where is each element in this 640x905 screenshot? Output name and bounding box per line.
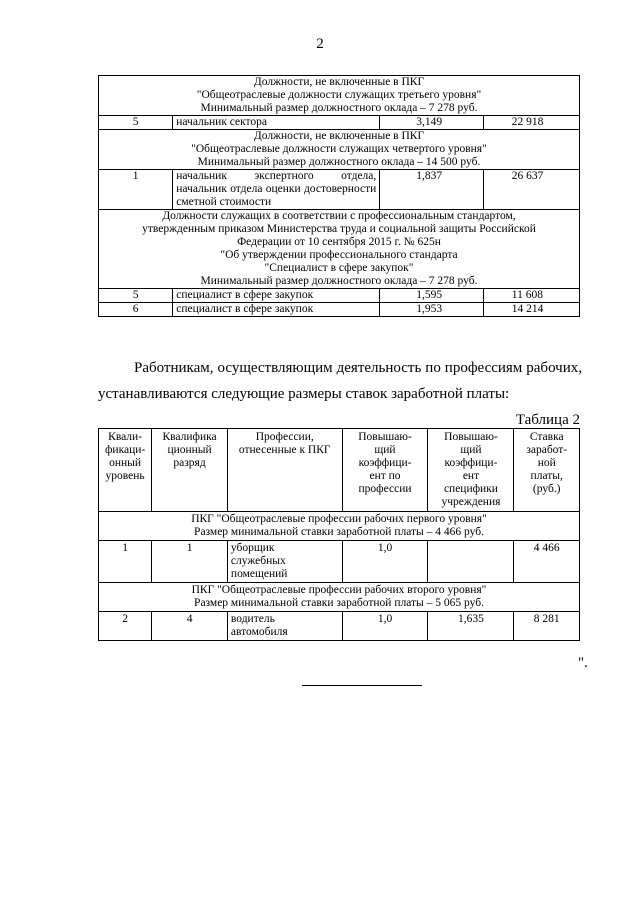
table-row — [99, 289, 580, 303]
table-row — [99, 116, 580, 130]
column-header: Повышаю- щий коэффици- ент специфики учреждения — [428, 429, 514, 512]
position-cell: специалист в сфере закупок — [173, 289, 380, 303]
workers-table-body — [99, 512, 580, 641]
profession-cell: водитель автомобиля — [227, 612, 342, 641]
profession-cell: уборщик служебных помещений — [227, 541, 342, 583]
salary-cell: 14 214 — [483, 303, 579, 317]
group-header-line: Должности, не включенные в ПКГ — [253, 76, 425, 88]
level-cell: 1 — [99, 170, 173, 210]
table-row — [99, 541, 580, 583]
group-header-line: Размер минимальной ставки заработной платы – 4 466 руб. — [194, 526, 484, 538]
group-header-cell — [99, 76, 580, 116]
coefficient-cell: 1,953 — [380, 303, 484, 317]
closing-quote: ". — [578, 655, 588, 671]
table-row — [99, 170, 580, 210]
paragraph-line-1: Работникам, осуществляющим деятельность по профессиям рабочих, — [134, 360, 582, 376]
column-header: Повышаю- щий коэффици- ент по профессии — [342, 429, 428, 512]
group-header-line: Минимальный размер должностного оклада – 7 278 руб. — [200, 102, 478, 114]
group-header-line: Минимальный размер должностного оклада – 14 500 руб. — [197, 156, 481, 168]
group-header-line: ПКГ "Общеотраслевые профессии рабочих второго уровня" — [191, 584, 487, 596]
group-header-line: Минимальный размер должностного оклада – 7 278 руб. — [200, 275, 478, 287]
level-cell: 1 — [99, 541, 152, 583]
grade-cell: 1 — [152, 541, 228, 583]
position-cell: начальник экспертного отдела, начальник отдела оценки достоверности сметной стоимости — [173, 170, 380, 210]
group-header-row — [99, 76, 580, 116]
position-cell: специалист в сфере закупок — [173, 303, 380, 317]
group-header-line: Размер минимальной ставки заработной платы – 5 065 руб. — [194, 597, 484, 609]
group-header-line: Должности служащих в соответствии с профессиональным стандартом, — [162, 210, 516, 222]
coefficient-cell: 3,149 — [380, 116, 484, 130]
coef-institution-cell — [428, 541, 514, 583]
coef-institution-cell: 1,635 — [428, 612, 514, 641]
group-header-line: Федерации от 10 сентября 2015 г. № 625н — [237, 236, 441, 248]
group-header-line: Должности, не включенные в ПКГ — [253, 130, 425, 142]
group-header-line: утвержденным приказом Министерства труда и социальной защиты Российской — [142, 223, 536, 235]
rate-cell: 8 281 — [514, 612, 580, 641]
column-header: Профессии, отнесенные к ПКГ — [227, 429, 342, 512]
group-header-cell — [99, 512, 580, 541]
coefficient-cell: 1,837 — [380, 170, 484, 210]
group-header-row — [99, 210, 580, 289]
group-header-row — [99, 512, 580, 541]
coef-profession-cell: 1,0 — [342, 612, 428, 641]
separator-line — [302, 685, 422, 686]
group-header-line: "Общеотраслевые должности служащих четвертого уровня" — [191, 143, 487, 155]
position-cell: начальник сектора — [173, 116, 380, 130]
group-header-row — [99, 583, 580, 612]
group-header-row — [99, 130, 580, 170]
coefficient-cell: 1,595 — [380, 289, 484, 303]
table-2-caption: Таблица 2 — [515, 412, 580, 428]
positions-salary-table — [98, 75, 580, 317]
table-2-header-row — [99, 429, 580, 512]
positions-table-body — [99, 76, 580, 317]
column-header: Квалифика ционный разряд — [152, 429, 228, 512]
grade-cell: 4 — [152, 612, 228, 641]
level-cell: 6 — [99, 303, 173, 317]
group-header-line: "Специалист в сфере закупок" — [264, 262, 414, 274]
group-header-line: "Об утверждении профессионального стандарта — [220, 249, 458, 261]
table-row — [99, 303, 580, 317]
level-cell: 5 — [99, 116, 173, 130]
page-number: 2 — [316, 36, 324, 52]
group-header-cell — [99, 583, 580, 612]
table-row — [99, 612, 580, 641]
salary-cell: 22 918 — [483, 116, 579, 130]
group-header-line: ПКГ "Общеотраслевые профессии рабочих первого уровня" — [191, 513, 487, 525]
salary-cell: 11 608 — [483, 289, 579, 303]
workers-rates-paragraph — [98, 355, 582, 407]
paragraph-line-2: устанавливаются следующие размеры ставок заработной платы: — [98, 386, 510, 402]
coef-profession-cell: 1,0 — [342, 541, 428, 583]
column-header: Ставка заработ- ной платы, (руб.) — [514, 429, 580, 512]
column-header: Квали- фикаци- онный уровень — [99, 429, 152, 512]
group-header-cell — [99, 130, 580, 170]
group-header-line: "Общеотраслевые должности служащих третьего уровня" — [196, 89, 482, 101]
workers-rates-table — [98, 428, 580, 641]
group-header-cell — [99, 210, 580, 289]
salary-cell: 26 637 — [483, 170, 579, 210]
level-cell: 5 — [99, 289, 173, 303]
level-cell: 2 — [99, 612, 152, 641]
rate-cell: 4 466 — [514, 541, 580, 583]
